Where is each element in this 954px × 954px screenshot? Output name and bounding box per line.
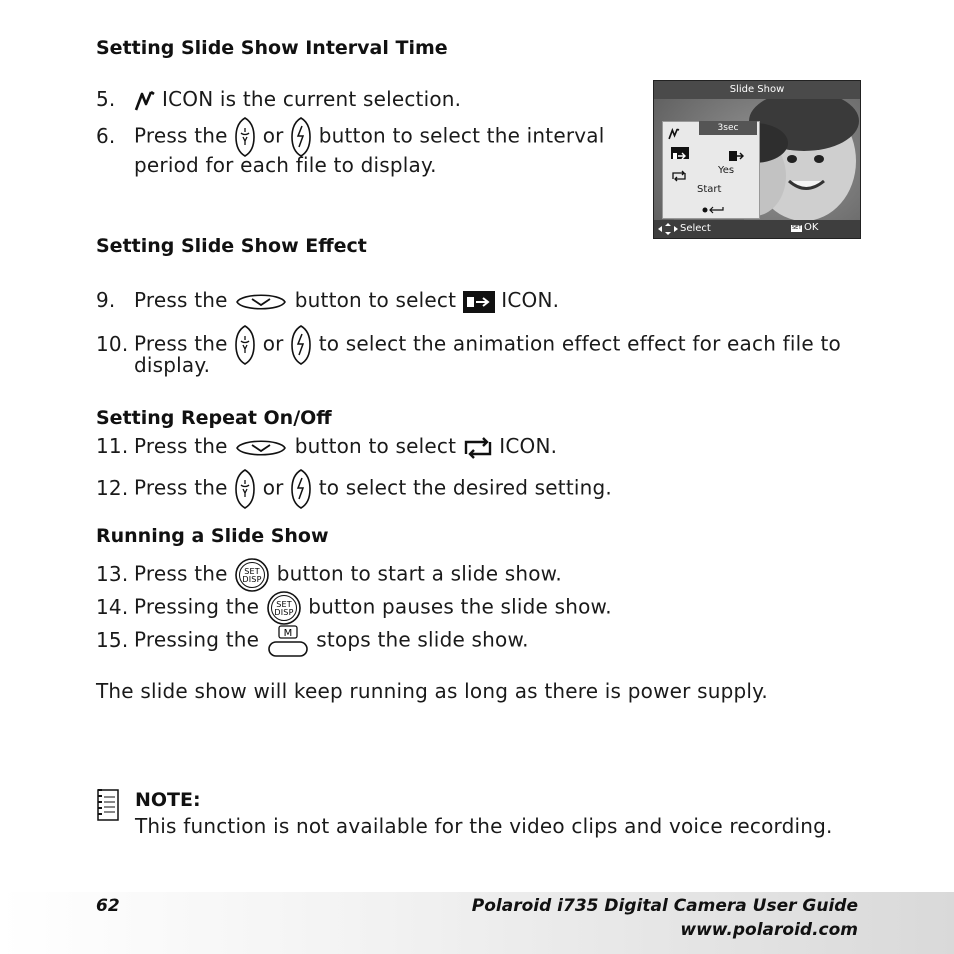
- screen-menu: [662, 121, 760, 219]
- repeat-value: Yes: [718, 165, 735, 176]
- step-text: button to select: [294, 288, 457, 312]
- effect-value-icon: [728, 147, 744, 166]
- effect-icon: [463, 291, 495, 313]
- heading-running: Running a Slide Show: [96, 525, 329, 547]
- summary-text: The slide show will keep running as long as there is power supply.: [96, 679, 768, 703]
- camera-screen: [653, 80, 861, 239]
- down-button-icon: [234, 436, 288, 460]
- step-text: ICON is the current selection.: [162, 87, 462, 111]
- step-number: 6.: [96, 123, 116, 148]
- step-15: [96, 624, 529, 658]
- note-label: NOTE:: [135, 789, 201, 811]
- note-icon: [96, 788, 120, 826]
- disp-label: DISP: [274, 608, 294, 617]
- right-flash-button-icon: [290, 468, 312, 510]
- step-number: 14.: [96, 594, 129, 619]
- step-text: ICON.: [501, 288, 560, 312]
- menu-label: M: [283, 628, 293, 639]
- ok-label: OK: [804, 222, 819, 233]
- direction-pad-icon: [658, 223, 678, 238]
- step-text: button pauses the slide show.: [308, 594, 612, 619]
- left-flash-button-icon: [234, 324, 256, 366]
- interval-value: 3sec: [699, 121, 757, 135]
- step-text: stops the slide show.: [316, 627, 529, 652]
- step-10-continued: display.: [134, 353, 211, 377]
- or-text: or: [262, 123, 284, 148]
- note-text: This function is not available for the video clips and voice recording.: [135, 814, 833, 838]
- step-13: [96, 557, 562, 593]
- left-flash-button-icon: [234, 468, 256, 510]
- disp-label: DISP: [242, 575, 262, 584]
- step-number: 11.: [96, 434, 129, 458]
- right-flash-button-icon: [290, 324, 312, 366]
- step-text: button to start a slide show.: [276, 561, 562, 586]
- heading-effect: Setting Slide Show Effect: [96, 235, 367, 257]
- step-text: to select the desired setting.: [318, 475, 612, 500]
- step-text: Press the: [134, 331, 228, 356]
- step-text: Press the: [134, 434, 228, 458]
- heading-interval: Setting Slide Show Interval Time: [96, 37, 448, 59]
- set-badge: SET: [792, 225, 802, 231]
- step-6-continued: period for each file to display.: [134, 153, 437, 177]
- page-number: 62: [96, 896, 120, 916]
- step-number: 5.: [96, 87, 116, 111]
- repeat-icon: [671, 167, 687, 186]
- footer-url: www.polaroid.com: [680, 920, 858, 940]
- step-number: 9.: [96, 288, 116, 312]
- heading-repeat: Setting Repeat On/Off: [96, 407, 332, 429]
- footer-title: Polaroid i735 Digital Camera User Guide: [471, 896, 858, 916]
- step-text: Press the: [134, 123, 228, 148]
- step-9: [96, 287, 559, 314]
- set-disp-button-icon: [266, 590, 302, 626]
- set-label: SET: [244, 567, 260, 576]
- set-label: SET: [275, 600, 292, 609]
- step-number: 10.: [96, 331, 129, 356]
- step-number: 13.: [96, 561, 129, 586]
- step-text: button to select: [294, 434, 457, 458]
- step-text: ICON.: [499, 434, 558, 458]
- step-text: Press the: [134, 475, 228, 500]
- set-disp-button-icon: [234, 557, 270, 593]
- repeat-icon: [463, 437, 493, 459]
- screen-bottom-bar: [654, 220, 860, 238]
- start-icon: [701, 200, 727, 219]
- step-text: Press the: [134, 561, 228, 586]
- step-number: 15.: [96, 627, 129, 652]
- step-text: button to select the interval: [318, 123, 605, 148]
- screen-title: Slide Show: [654, 81, 860, 99]
- step-14: [96, 590, 612, 626]
- menu-button-icon: [266, 624, 310, 658]
- down-button-icon: [234, 290, 288, 314]
- step-5: [96, 86, 461, 112]
- step-text: Press the: [134, 288, 228, 312]
- interval-icon: [668, 125, 680, 144]
- start-label: Start: [697, 184, 722, 195]
- step-12: [96, 468, 612, 510]
- or-text: or: [262, 475, 284, 500]
- or-text: or: [262, 331, 284, 356]
- step-text: Pressing the: [134, 594, 260, 619]
- step-text: to select the animation effect effect for each file to: [318, 331, 841, 356]
- step-11: [96, 433, 557, 460]
- step-text: Pressing the: [134, 627, 260, 652]
- step-number: 12.: [96, 475, 129, 500]
- interval-icon: [134, 90, 156, 112]
- effect-icon: [671, 147, 689, 159]
- select-label: Select: [680, 223, 711, 234]
